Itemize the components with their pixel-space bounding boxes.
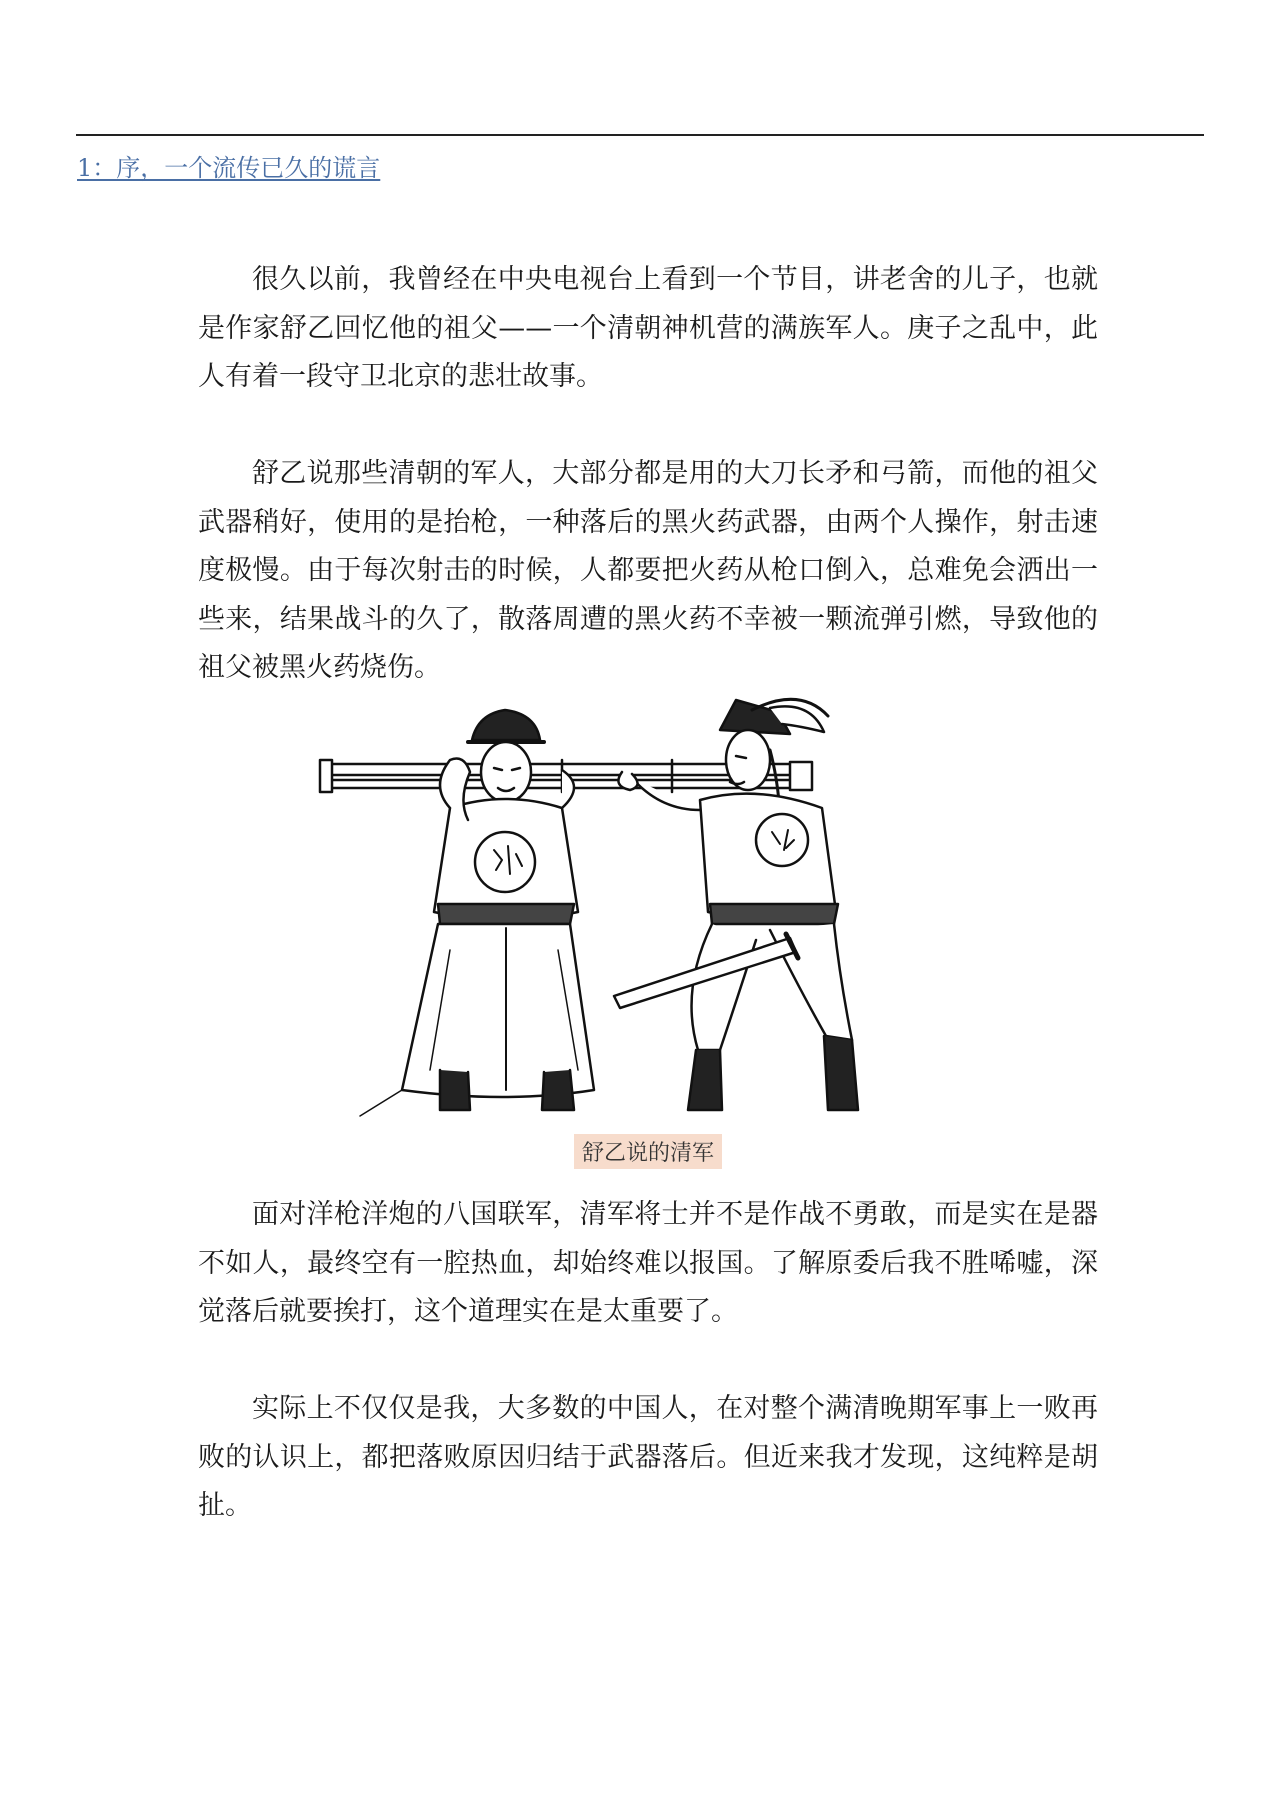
paragraph-3: 面对洋枪洋炮的八国联军，清军将士并不是作战不勇敢，而是实在是器不如人，最终空有一腔热血，却始终难以报国。了解原委后我不胜唏嘘，深觉落后就要挨打，这个道理实在是太重要了。	[198, 1199, 1098, 1327]
paragraph-1: 很久以前，我曾经在中央电视台上看到一个节目，讲老舍的儿子，也就是作家舒乙回忆他的祖父——一个清朝神机营的满族军人。庚子之乱中，此人有着一段守卫北京的悲壮故事。	[198, 264, 1098, 392]
paragraph-2: 舒乙说那些清朝的军人，大部分都是用的大刀长矛和弓箭，而他的祖父武器稍好，使用的是抬枪，一种落后的黑火药武器，由两个人操作，射击速度极慢。由于每次射击的时候，人都要把火药从枪口倒入，总难免会洒出一些来，结果战斗的久了，散落周遭的黑火药不幸被一颗流弹引燃，导致他的祖父被黑火药烧伤。	[198, 458, 1098, 683]
header-rule	[76, 134, 1204, 136]
qing-soldiers-illustration	[300, 690, 1004, 1120]
section-title-link[interactable]: 1：序，一个流传已久的谎言	[77, 154, 381, 182]
paragraph-4: 实际上不仅仅是我，大多数的中国人，在对整个满清晚期军事上一败再败的认识上，都把落败原因归结于武器落后。但近来我才发现，这纯粹是胡扯。	[198, 1393, 1098, 1521]
figure-caption: 舒乙说的清军	[574, 1134, 722, 1169]
